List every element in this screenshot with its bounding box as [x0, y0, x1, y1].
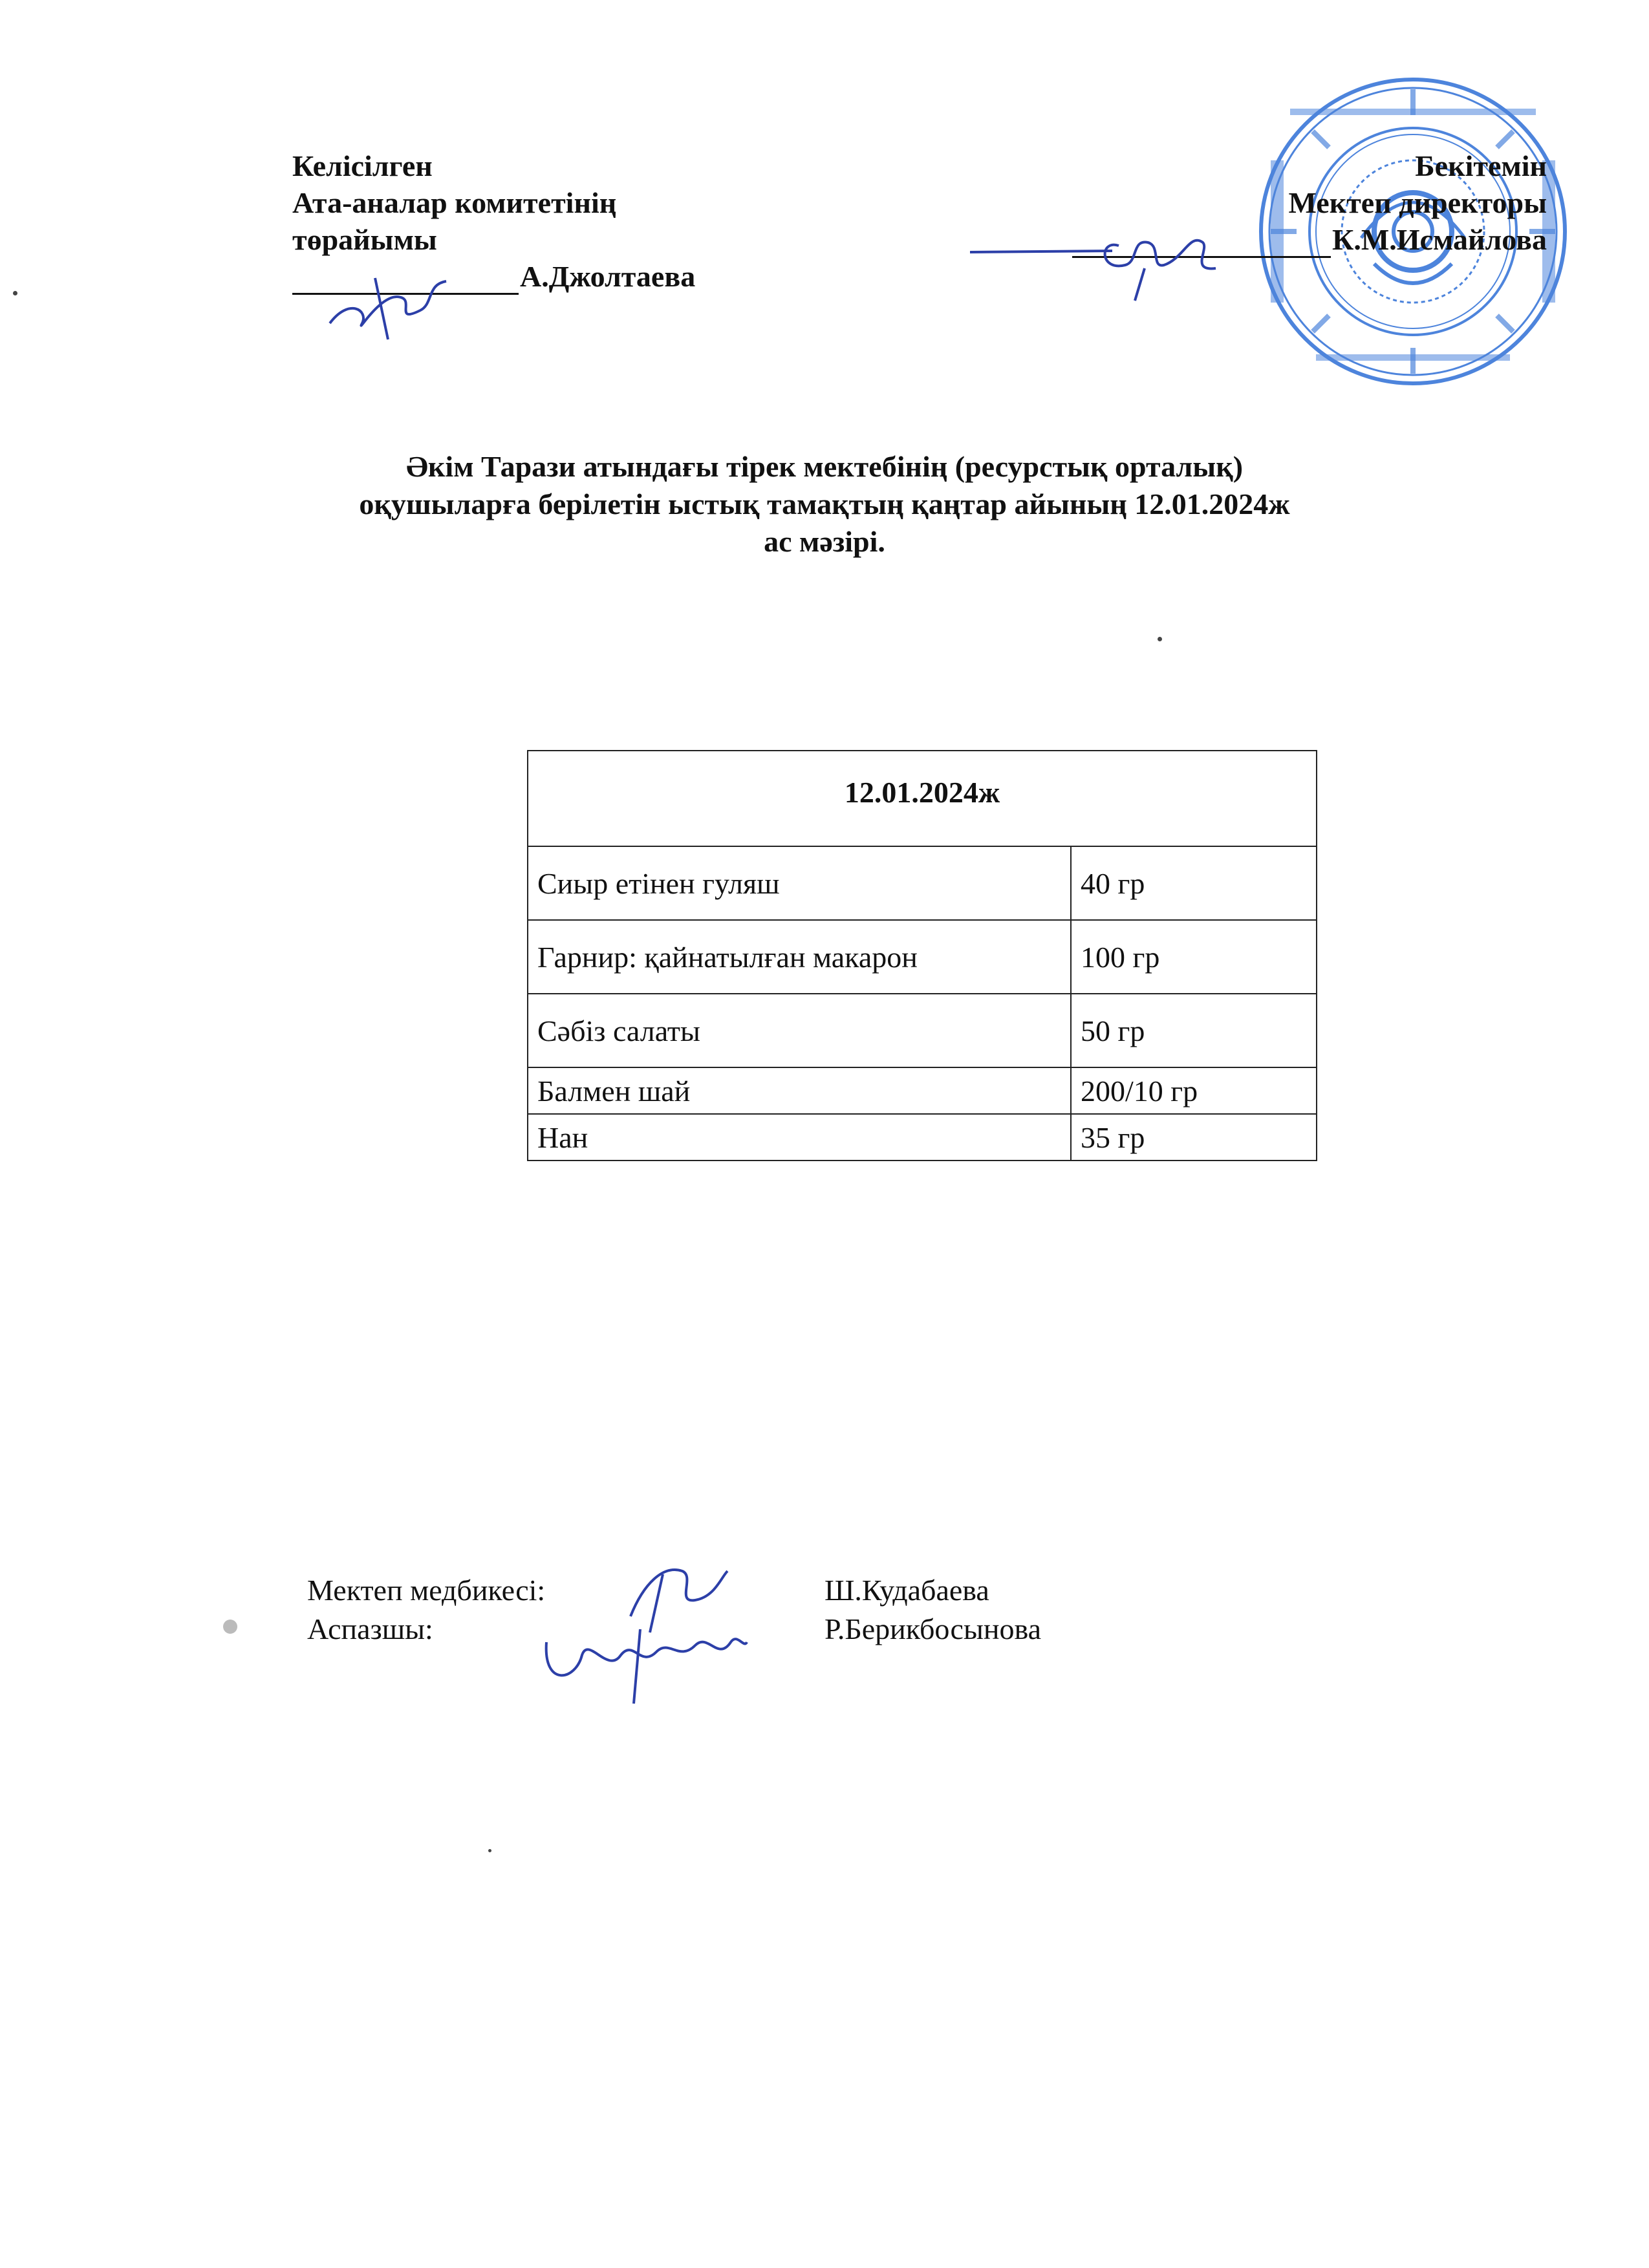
school-director-label: Мектеп директоры: [1288, 186, 1547, 219]
chairperson-label: төрайымы: [292, 223, 437, 256]
scan-speck: [1158, 637, 1162, 641]
table-row: [528, 1114, 1317, 1161]
dish-amount: 50 гр: [1071, 994, 1317, 1067]
agreed-label: Келісілген: [292, 149, 433, 182]
dish-name: Гарнир: қайнатылған макарон: [528, 920, 1071, 994]
scan-speck: [223, 1620, 237, 1634]
nurse-name: Ш.Кудабаева: [824, 1574, 989, 1607]
dish-name: Балмен шай: [528, 1067, 1071, 1114]
director-signature: [970, 220, 1242, 304]
dish-amount: 200/10 гр: [1071, 1067, 1317, 1114]
table-row: [528, 846, 1317, 920]
dish-name: Нан: [528, 1114, 1071, 1161]
chairperson-signature: [323, 272, 453, 343]
dish-amount: 40 гр: [1071, 846, 1317, 920]
document-title: [194, 448, 1455, 561]
table-row: [528, 920, 1317, 994]
dish-amount: 35 гр: [1071, 1114, 1317, 1161]
scan-speck: [488, 1849, 491, 1852]
dish-amount: 100 гр: [1071, 920, 1317, 994]
dish-name: Сәбіз салаты: [528, 994, 1071, 1067]
title-line-2: оқушыларға берілетін ыстық тамақтың қаңтар айының 12.01.2024ж: [359, 487, 1290, 520]
director-name: К.М.Исмайлова: [1332, 223, 1547, 256]
nurse-role-label: Мектеп медбикесі:: [307, 1574, 546, 1607]
table-row: [528, 994, 1317, 1067]
cook-name: Р.Берикбосынова: [824, 1612, 1042, 1645]
table-row: [528, 1067, 1317, 1114]
scan-speck: [13, 291, 17, 295]
cook-role-label: Аспазшы:: [307, 1612, 433, 1645]
dish-name: Сиыр етінен гуляш: [528, 846, 1071, 920]
date-header: 12.01.2024ж: [528, 751, 1317, 846]
title-line-1: Әкім Тарази атындағы тірек мектебінің (ресурстық орталық): [405, 450, 1244, 483]
table-header-row: [528, 751, 1317, 846]
parents-committee-label: Ата-аналар комитетінің: [292, 186, 617, 219]
menu-table: [527, 750, 1317, 1161]
footer-signatures: [307, 1571, 1041, 1649]
approved-label: Бекітемін: [1415, 149, 1547, 182]
chairperson-name: А.Джолтаева: [520, 260, 696, 293]
title-line-3: ас мәзірі.: [764, 525, 885, 558]
